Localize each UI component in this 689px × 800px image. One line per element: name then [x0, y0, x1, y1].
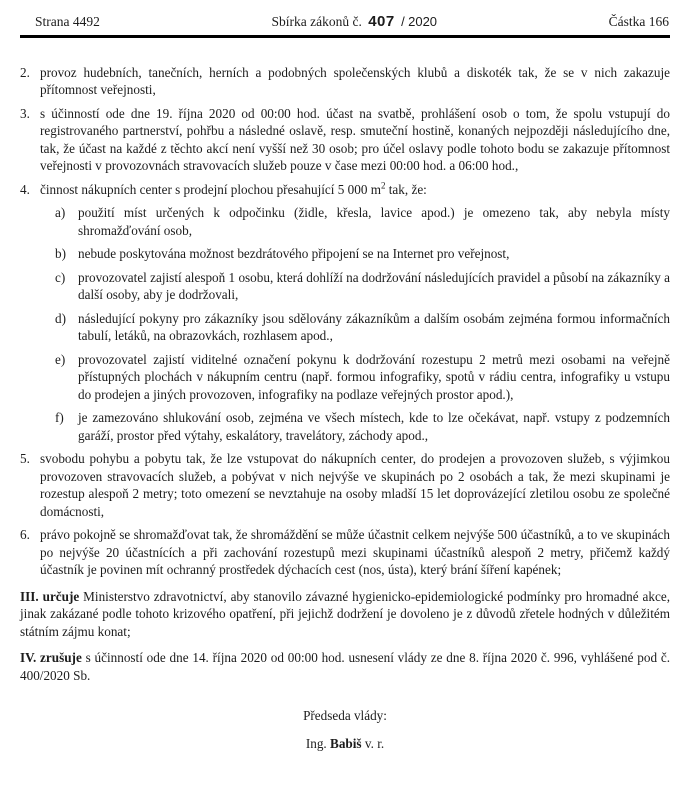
page-header — [20, 0, 670, 31]
sub-list-item-text: provozovatel zajistí viditelné označení pokynu k dodržování rozestupu 2 metrů mezi osobami na veřejně přístupných plochách v nákupním centru (např. formou infografiky, spotů v rádiu centra, infografiky u vstupu do prodejen a jiných provozoven, infografiky na podlaze veřejných prostor apod.), — [78, 351, 670, 402]
issue-label: Částka 166 — [608, 14, 669, 29]
document-body — [20, 64, 670, 753]
signature-block — [20, 707, 670, 752]
sub-list-item-text: použití míst určených k odpočinku (židle, křesla, lavice apod.) je omezeno tak, aby nebyla místy shromažďování osob, — [78, 205, 670, 238]
collection-title: Sbírka zákonů č. — [271, 14, 362, 29]
list-item-4 — [20, 181, 670, 445]
title-separator: / — [401, 14, 405, 29]
list-item-text: s účinností ode dne 19. října 2020 od 00:00 hod. účast na svatbě, prohlášení osob o tom, že spolu vstupují do registrovaného partnerství, pohřbu a následné oslavě, resp. smuteční hostině, konaných nejpozději následujícího dne, tak, že účast na každé z těchto akcí není vyšší než 30 osob; pro účel oslavy podle tohoto bodu se zakazuje přítomnost veřejnosti v provozovnách stravovacích služeb pouze v čase mezi 00:00 hod. a 06:00 hod., — [40, 105, 670, 173]
sub-list-item-marker: c) — [55, 269, 66, 285]
list-item-2 — [20, 64, 670, 99]
section-text: Ministerstvo zdravotnictví, aby stanovilo závazné hygienicko-epidemiologické podmínky pro hromadné akce, jinak zakázané podle tohoto krizového opatření, při jejichž dodržení je dovoleno je z důvodů zřetele hodných v důležitém státním zájmu konat; — [20, 588, 670, 639]
sub-list-item-marker: e) — [55, 351, 66, 367]
list-item-marker: 5. — [20, 451, 30, 466]
signature-name-prefix: Ing. — [305, 735, 331, 751]
sub-list-item-marker: b) — [55, 246, 66, 261]
list-item-marker: 2. — [20, 64, 30, 80]
superscript: 2 — [380, 180, 386, 191]
section-paragraph-iii — [20, 588, 670, 641]
list-item-3 — [20, 105, 670, 175]
law-number: 407 — [368, 13, 395, 30]
sub-list-item-text: je zamezováno shlukování osob, zejména ve všech místech, kde to lze očekávat, např. vstupy z podzemních garáží, prostor před výtahy, eskalátory, travelátory, záchody apod., — [78, 410, 670, 443]
list-item-text: tak, že: — [385, 181, 427, 197]
sub-list-item-e — [40, 351, 670, 404]
list-item-marker: 4. — [20, 181, 30, 197]
list-item-text: činnost nákupních center s prodejní plochou přesahující 5 000 m — [40, 181, 381, 197]
law-year: 2020 — [408, 14, 438, 29]
signature-name-suffix: v. r. — [361, 735, 385, 751]
sub-list-item-marker: f) — [55, 410, 64, 425]
list-item-text: právo pokojně se shromažďovat tak, že shromáždění se může účastnit celkem nejvýše 500 účastníků, a to ve skupinách po nejvýše 20 účastnících a při zachování rozestupů mezi skupinami účastníků alespoň 2 metry, přičemž každý účastník je povinen mít ochranný prostředek dýchacích cest (nos, ústa), který brání šíření kapének; — [40, 527, 670, 577]
header-title — [271, 13, 437, 31]
sub-list-item-b — [40, 245, 670, 263]
list-item-6 — [20, 526, 670, 579]
signature-role: Předseda vlády: — [303, 708, 387, 723]
signature-name — [20, 735, 670, 753]
section-lead: III. určuje — [20, 588, 80, 604]
list-item-5 — [20, 450, 670, 520]
sub-list-item-f — [40, 409, 670, 444]
header-rule — [20, 35, 670, 38]
sub-list-item-marker: d) — [55, 310, 66, 326]
sub-list-item-text: následující pokyny pro zákazníky jsou sdělovány zákazníkům a dalším osobám zejména formou informačních tabulí, letáků, na obrazovkách, rozhlasem apod., — [78, 310, 670, 343]
sub-list-item-d — [40, 310, 670, 345]
section-paragraph-iv — [20, 649, 670, 684]
sub-list-item-text: nebude poskytována možnost bezdrátového připojení se na Internet pro veřejnost, — [78, 246, 510, 261]
list-item-marker: 3. — [20, 105, 30, 121]
section-text: s účinností ode dne 14. října 2020 od 00:00 hod. usnesení vlády ze dne 8. října 2020 č. 996, vyhlášené pod č. 400/2020 Sb. — [20, 650, 670, 683]
sub-list-item-a — [40, 204, 670, 239]
sub-list-item-c — [40, 269, 670, 304]
section-lead: IV. zrušuje — [20, 650, 82, 665]
list-item-marker: 6. — [20, 527, 30, 542]
list-item-text: svobodu pohybu a pobytu tak, že lze vstupovat do nákupních center, do prodejen a provozoven služeb, s výjimkou provozoven stravovacích služeb, a pobývat v nich nejvýše ve skupinách po 2 osobách a tak, že mezi skupinami je rozestup alespoň 2 metry; toto omezení se nevztahuje na osoby mladší 15 let doprovázející zletilou osobu ze společné domácnosti, — [40, 451, 670, 519]
list-item-text: provoz hudebních, tanečních, herních a podobných společenských klubů a diskoték tak, že se v nich zakazuje přítomnost veřejnosti, — [40, 64, 670, 97]
sub-list-item-text: provozovatel zajistí alespoň 1 osobu, která dohlíží na dodržování následujících pravidel a působí na zákazníky a další osoby, aby je dodržovali, — [78, 269, 670, 302]
page-number-label: Strana 4492 — [35, 14, 100, 29]
signature-surname: Babiš — [330, 735, 362, 751]
sub-list-item-marker: a) — [55, 205, 66, 220]
